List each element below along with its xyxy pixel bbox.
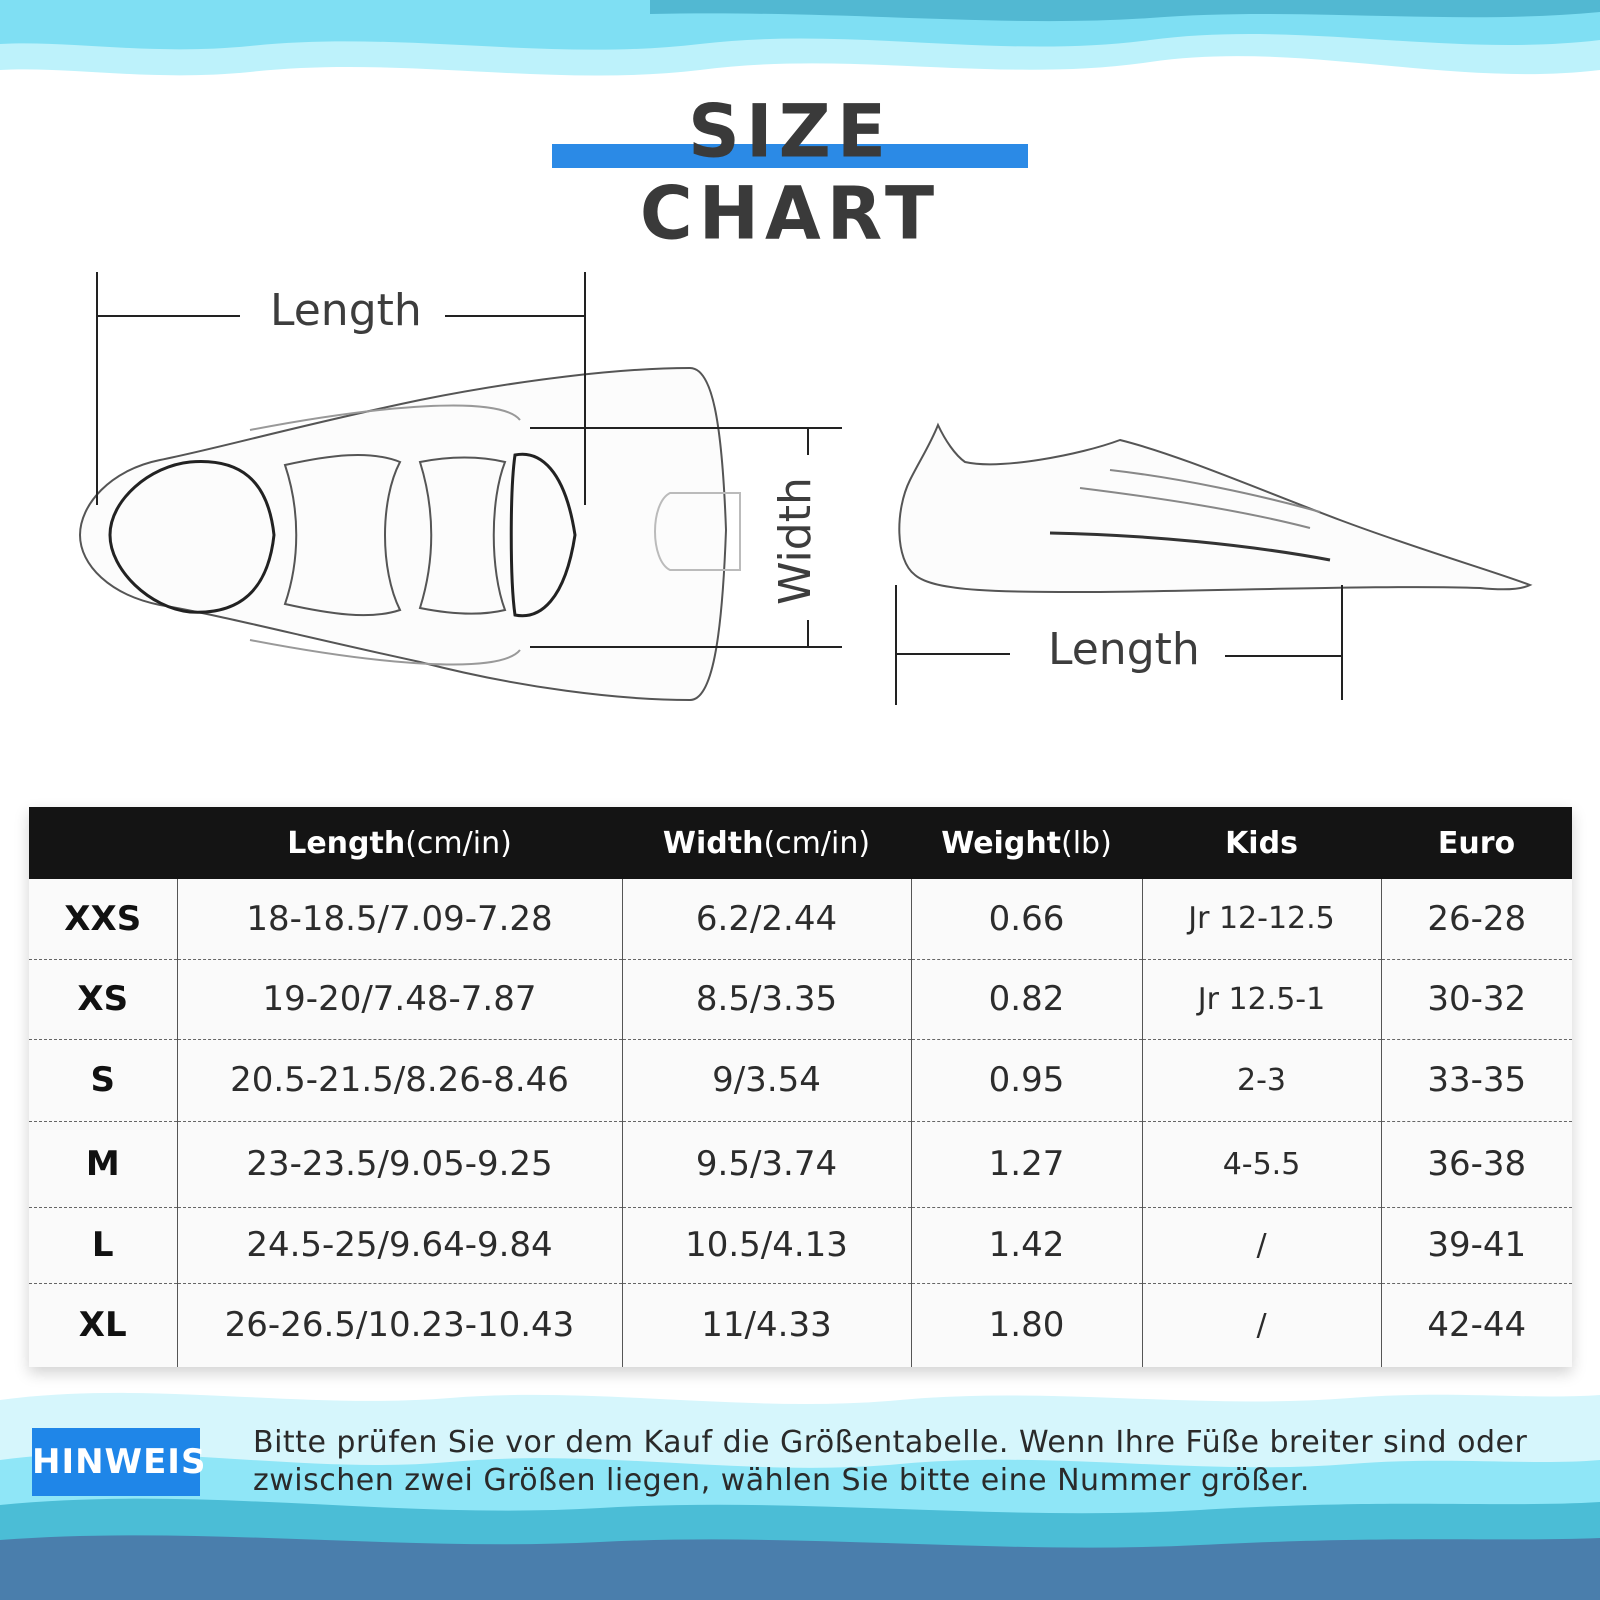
fin-diagram xyxy=(0,0,1600,740)
column-header-4 xyxy=(1142,807,1381,879)
weight-cell: 1.42 xyxy=(911,1207,1142,1283)
column-header-unit: (cm/in) xyxy=(405,825,512,861)
column-header-bold: Width xyxy=(662,825,764,861)
euro-cell: 36-38 xyxy=(1381,1121,1572,1207)
kids-cell: 4-5.5 xyxy=(1142,1121,1381,1207)
column-header-bold: Weight xyxy=(941,825,1062,861)
euro-cell: 26-28 xyxy=(1381,879,1572,959)
fin-side-view xyxy=(899,425,1530,592)
size-label-cell: M xyxy=(29,1121,177,1207)
size-label-cell: XS xyxy=(29,959,177,1039)
length-cell: 18-18.5/7.09-7.28 xyxy=(177,879,622,959)
width-cell: 6.2/2.44 xyxy=(622,879,911,959)
column-header-1 xyxy=(177,807,622,879)
size-label-cell: L xyxy=(29,1207,177,1283)
column-header-bold: Kids xyxy=(1225,825,1298,861)
table-row xyxy=(29,879,1572,959)
weight-cell: 1.27 xyxy=(911,1121,1142,1207)
weight-cell: 0.82 xyxy=(911,959,1142,1039)
column-header-3 xyxy=(911,807,1142,879)
weight-cell: 0.95 xyxy=(911,1039,1142,1121)
size-label-cell: S xyxy=(29,1039,177,1121)
table-row xyxy=(29,1207,1572,1283)
size-table xyxy=(29,807,1572,1367)
length-cell: 23-23.5/9.05-9.25 xyxy=(177,1121,622,1207)
weight-cell: 1.80 xyxy=(911,1283,1142,1367)
size-label-cell: XXS xyxy=(29,879,177,959)
length-label-side: Length xyxy=(1048,624,1200,675)
column-header-bold: Length xyxy=(287,825,406,861)
weight-cell: 0.66 xyxy=(911,879,1142,959)
table-row xyxy=(29,1283,1572,1367)
table-row xyxy=(29,959,1572,1039)
length-cell: 20.5-21.5/8.26-8.46 xyxy=(177,1039,622,1121)
hinweis-badge: HINWEIS xyxy=(32,1428,200,1496)
column-header-unit: (lb) xyxy=(1061,825,1112,861)
kids-cell: Jr 12.5-1 xyxy=(1142,959,1381,1039)
length-cell: 19-20/7.48-7.87 xyxy=(177,959,622,1039)
euro-cell: 42-44 xyxy=(1381,1283,1572,1367)
kids-cell: / xyxy=(1142,1207,1381,1283)
euro-cell: 30-32 xyxy=(1381,959,1572,1039)
width-cell: 8.5/3.35 xyxy=(622,959,911,1039)
euro-cell: 39-41 xyxy=(1381,1207,1572,1283)
size-note-text: Bitte prüfen Sie vor dem Kauf die Größentabelle. Wenn Ihre Füße breiter sind oder zwischen zwei Größen liegen, wählen Sie bitte eine Nummer größer. xyxy=(253,1425,1528,1498)
fin-top-view xyxy=(80,368,740,700)
table-body xyxy=(29,879,1572,1367)
table-header-row xyxy=(29,807,1572,879)
table-row xyxy=(29,1121,1572,1207)
width-cell: 10.5/4.13 xyxy=(622,1207,911,1283)
column-header-2 xyxy=(622,807,911,879)
width-cell: 11/4.33 xyxy=(622,1283,911,1367)
column-header-bold: Euro xyxy=(1437,825,1516,861)
size-label-cell: XL xyxy=(78,1305,127,1346)
column-header-unit: (cm/in) xyxy=(763,825,871,861)
table-row xyxy=(29,1039,1572,1121)
width-cell: 9.5/3.74 xyxy=(622,1121,911,1207)
page-title: SIZE CHART xyxy=(639,88,941,256)
euro-cell: 33-35 xyxy=(1381,1039,1572,1121)
length-label-top: Length xyxy=(270,285,422,336)
kids-cell: / xyxy=(1142,1283,1381,1367)
width-label: Width xyxy=(770,477,821,605)
kids-cell: Jr 12-12.5 xyxy=(1142,879,1381,959)
length-cell: 26-26.5/10.23-10.43 xyxy=(177,1283,622,1367)
kids-cell: 2-3 xyxy=(1142,1039,1381,1121)
column-header-5 xyxy=(1381,807,1572,879)
column-header-0 xyxy=(29,807,177,879)
width-cell: 9/3.54 xyxy=(622,1039,911,1121)
length-cell: 24.5-25/9.64-9.84 xyxy=(177,1207,622,1283)
